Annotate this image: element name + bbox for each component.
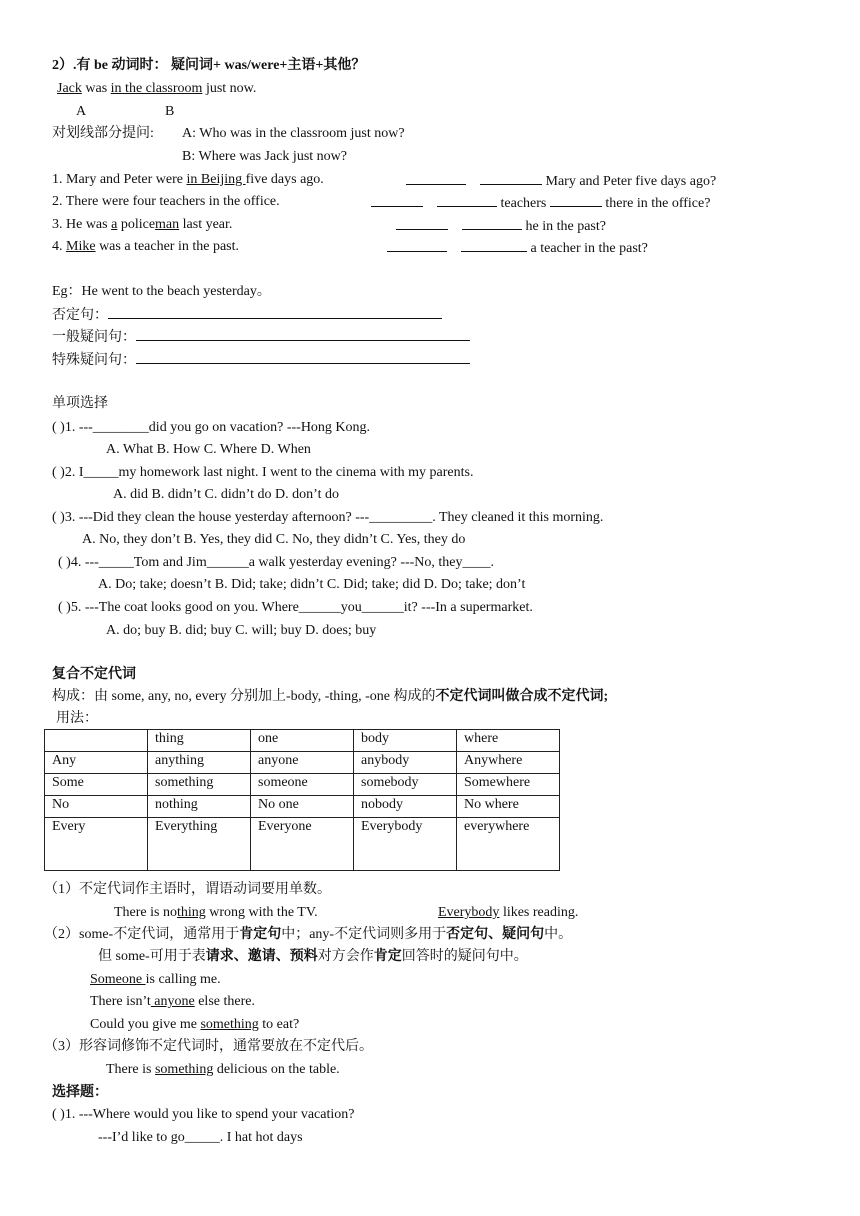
- rule-2-note: 但 some-可用于表请求、邀请、预料对方会作肯定回答时的疑问句中。: [98, 949, 528, 964]
- label-a: A: [76, 104, 87, 119]
- mc-q5-options: A. do; buy B. did; buy C. will; buy D. does; buy: [106, 623, 377, 638]
- table-row: [45, 752, 560, 774]
- mc-title: 单项选择: [52, 396, 108, 411]
- table-cell: Anywhere: [457, 752, 560, 774]
- rule-3: （3）形容词修饰不定代词时，通常要放在不定代后。: [44, 1039, 373, 1054]
- example-sentence: Jack was in the classroom just now.: [57, 81, 257, 96]
- mc-q1: ( )1. ---________did you go on vacation? ---Hong Kong.: [52, 420, 371, 435]
- mc-q2-options: A. did B. didn’t C. didn’t do D. don’t do: [113, 487, 339, 502]
- table-cell: Everyone: [251, 818, 354, 871]
- rule-1-example-a: There is nothing wrong with the TV.: [114, 905, 318, 920]
- indef-usage: 用法：: [56, 711, 98, 726]
- table-cell: something: [148, 774, 251, 796]
- mc-q1-options: A. What B. How C. Where D. When: [106, 442, 311, 457]
- rule-2-example-2: There isn’t anyone else there.: [90, 994, 255, 1009]
- table-cell: somebody: [354, 774, 457, 796]
- table-cell: No one: [251, 796, 354, 818]
- rule-1-example-b: Everybody likes reading.: [438, 905, 579, 920]
- rule-2-example-1: Someone is calling me.: [90, 972, 221, 987]
- exercise-3: 3. He was a policeman last year.: [52, 217, 233, 232]
- table-cell: thing: [148, 730, 251, 752]
- mc-q5: ( )5. ---The coat looks good on you. Where______you______it? ---In a supermarket.: [58, 600, 533, 615]
- indef-title: 复合不定代词: [52, 667, 136, 682]
- table-row: [45, 730, 560, 752]
- table-cell: Everybody: [354, 818, 457, 871]
- table-cell: nobody: [354, 796, 457, 818]
- exercise-2-answer: teachers there in the office?: [371, 193, 710, 213]
- table-row: [45, 796, 560, 818]
- ask-label: 对划线部分提问:: [52, 126, 154, 141]
- table-cell: Somewhere: [457, 774, 560, 796]
- choice-q1: ( )1. ---Where would you like to spend your vacation?: [52, 1107, 355, 1122]
- table-cell: [45, 730, 148, 752]
- table-cell: where: [457, 730, 560, 752]
- exercise-4-answer: a teacher in the past?: [387, 238, 648, 258]
- rule-2: （2）some-不定代词，通常用于肯定句中；any-不定代词则多用于否定句、疑问句中。: [44, 927, 573, 942]
- table-cell: anyone: [251, 752, 354, 774]
- section-heading: 2）.有 be 动词时： 疑问词+ was/were+主语+其他？: [52, 58, 366, 73]
- exercise-3-answer: he in the past?: [396, 216, 606, 236]
- exercise-4: 4. Mike was a teacher in the past.: [52, 239, 240, 254]
- mc-q3: ( )3. ---Did they clean the house yesterday afternoon? ---_________. They cleaned it this morning.: [52, 510, 604, 525]
- table-row: [45, 774, 560, 796]
- table-cell: Some: [45, 774, 148, 796]
- table-cell: anything: [148, 752, 251, 774]
- table-cell: nothing: [148, 796, 251, 818]
- choice-q1-answer: ---I’d like to go_____. I hat hot days: [98, 1130, 303, 1145]
- choice-title: 选择题：: [52, 1085, 108, 1100]
- mc-q4-options: A. Do; take; doesn’t B. Did; take; didn’t C. Did; take; did D. Do; take; don’t: [98, 577, 526, 592]
- eg-yes-no: 一般疑问句：: [52, 327, 470, 347]
- exercise-1: 1. Mary and Peter were in Beijing five days ago.: [52, 172, 324, 187]
- table-cell: anybody: [354, 752, 457, 774]
- table-cell: No: [45, 796, 148, 818]
- table-cell: Every: [45, 818, 148, 871]
- table-row: [45, 818, 560, 871]
- rule-3-example: There is something delicious on the table.: [106, 1062, 340, 1077]
- table-cell: No where: [457, 796, 560, 818]
- mc-q3-options: A. No, they don’t B. Yes, they did C. No, they didn’t C. Yes, they do: [82, 532, 466, 547]
- exercise-1-answer: Mary and Peter five days ago?: [406, 171, 716, 191]
- indef-structure: 构成：由 some, any, no, every 分别加上-body, -thing, -one 构成的不定代词叫做合成不定代词;: [52, 689, 609, 704]
- label-b: B: [165, 104, 175, 119]
- eg-wh: 特殊疑问句：: [52, 350, 470, 370]
- eg-sentence: Eg：He went to the beach yesterday。: [52, 284, 271, 299]
- indef-table: [44, 729, 560, 871]
- ask-a: A: Who was in the classroom just now?: [182, 126, 405, 141]
- ask-b: B: Where was Jack just now?: [182, 149, 347, 164]
- exercise-2: 2. There were four teachers in the office.: [52, 194, 280, 209]
- table-cell: everywhere: [457, 818, 560, 871]
- rule-1: （1）不定代词作主语时，谓语动词要用单数。: [44, 882, 331, 897]
- table-cell: Any: [45, 752, 148, 774]
- eg-negative: 否定句：: [52, 305, 442, 325]
- table-cell: body: [354, 730, 457, 752]
- mc-q2: ( )2. I_____my homework last night. I went to the cinema with my parents.: [52, 465, 474, 480]
- mc-q4: ( )4. ---_____Tom and Jim______a walk yesterday evening? ---No, they____.: [58, 555, 495, 570]
- table-cell: someone: [251, 774, 354, 796]
- rule-2-example-3: Could you give me something to eat?: [90, 1017, 300, 1032]
- table-cell: Everything: [148, 818, 251, 871]
- table-cell: one: [251, 730, 354, 752]
